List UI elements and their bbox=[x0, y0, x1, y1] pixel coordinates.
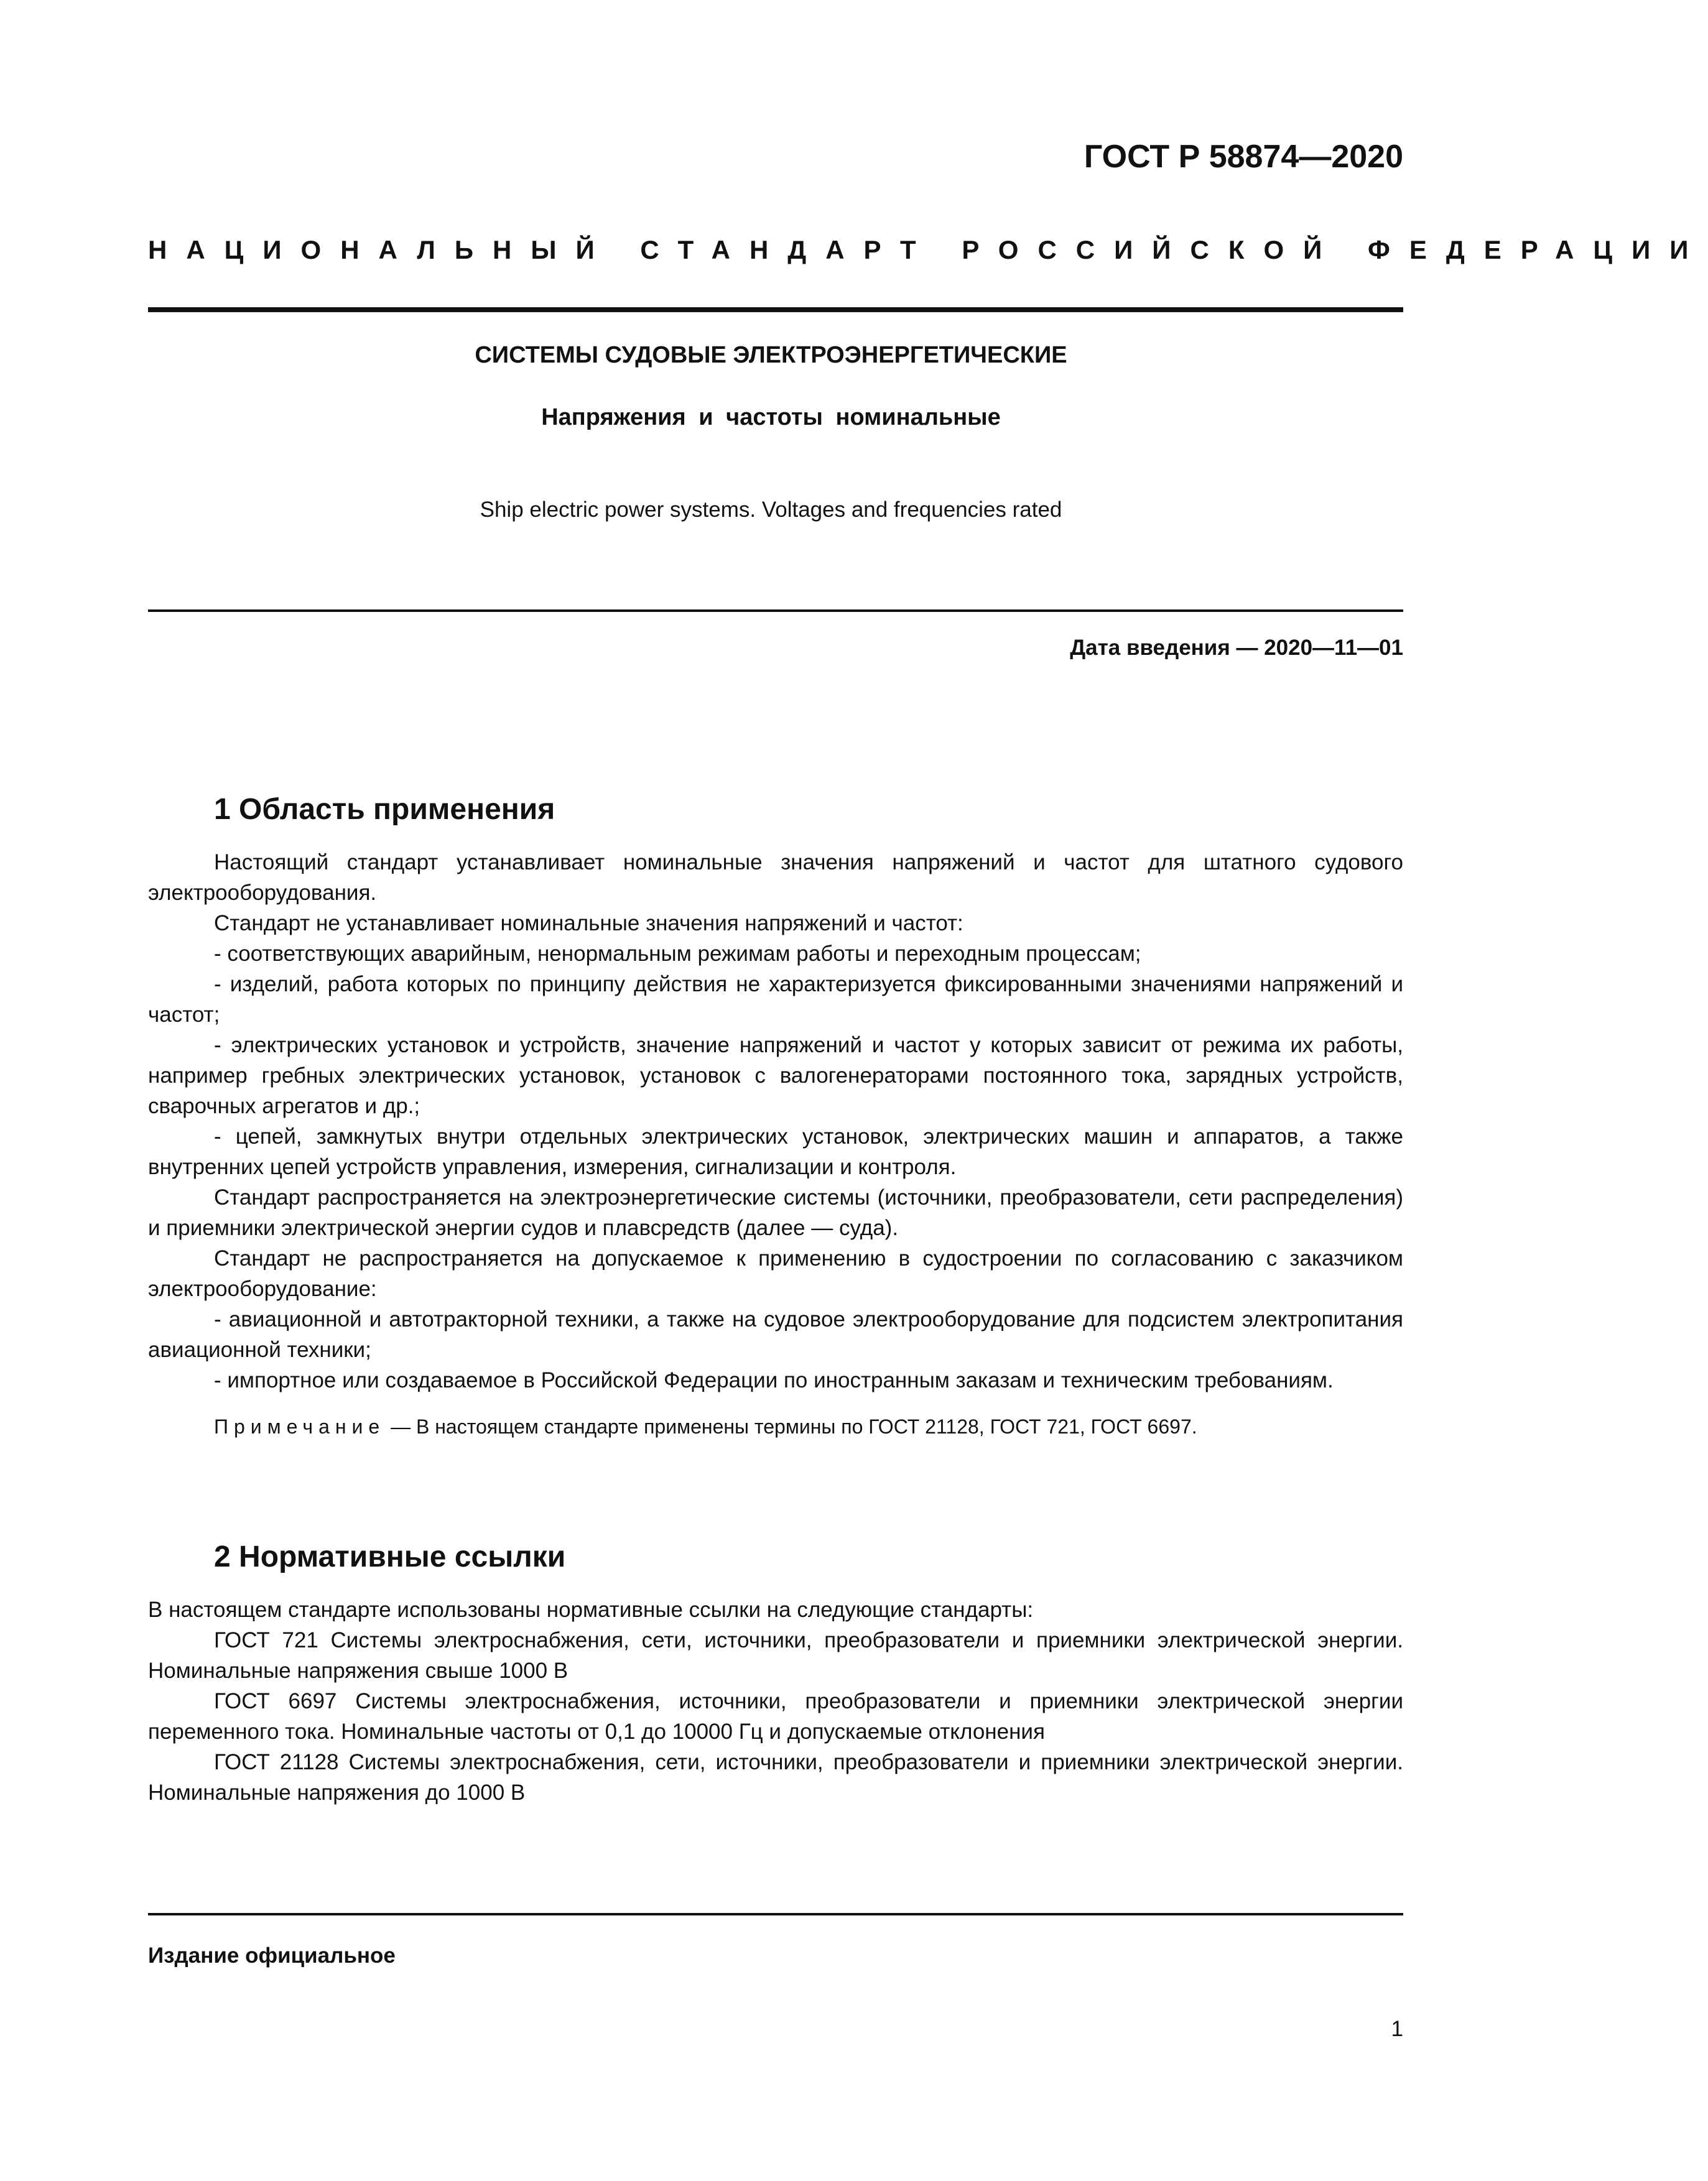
paragraph: Настоящий стандарт устанавливает номинальные значения напряжений и частот для штатного судового электрооборудования. bbox=[148, 850, 1403, 905]
paragraph: Стандарт не устанавливает номинальные значения напряжений и частот: bbox=[214, 911, 963, 935]
list-item: - цепей, замкнутых внутри отдельных электрических установок, электрических машин и аппаратов, а также внутренних цепей устройств управления, измерения, сигнализации и контроля. bbox=[148, 1124, 1403, 1179]
national-standard-banner: НАЦИОНАЛЬНЫЙ СТАНДАРТ РОССИЙСКОЙ ФЕДЕРАЦИИ bbox=[148, 235, 1708, 264]
section-scope bbox=[148, 791, 1403, 1442]
section-heading: 2 Нормативные ссылки bbox=[214, 1540, 566, 1573]
paragraph: Стандарт не распространяется на допускаемое к применению в судостроении по согласованию с заказчиком электрооборудование: bbox=[148, 1246, 1403, 1301]
section-heading: 1 Область применения bbox=[214, 793, 555, 826]
list-item: - изделий, работа которых по принципу действия не характеризуется фиксированными значениями напряжений и частот; bbox=[148, 972, 1403, 1027]
english-title: Ship electric power systems. Voltages and frequencies rated bbox=[480, 498, 1062, 522]
reference-item: ГОСТ 6697 Системы электроснабжения, источники, преобразователи и приемники электрической энергии переменного тока. Номинальные частоты от 0,1 до 10000 Гц и допускаемые отклонения bbox=[148, 1689, 1403, 1744]
list-item: - электрических установок и устройств, значение напряжений и частот у которых зависит от режима их работы, например гребных электрических установок, установок с валогенераторами постоянного тока, зарядных устройств, сварочных агрегатов и др.; bbox=[148, 1033, 1403, 1118]
gost-code: ГОСТ Р 58874—2020 bbox=[1084, 139, 1403, 175]
paragraph: В настоящем стандарте использованы нормативные ссылки на следующие стандарты: bbox=[148, 1598, 1034, 1622]
document-title: СИСТЕМЫ СУДОВЫЕ ЭЛЕКТРОЭНЕРГЕТИЧЕСКИЕ bbox=[475, 342, 1067, 368]
note bbox=[148, 1412, 1403, 1442]
document-subtitle: Напряжения и частоты номинальные bbox=[541, 404, 1001, 430]
note-label: Примечание bbox=[214, 1415, 386, 1438]
paragraph: Стандарт распространяется на электроэнергетические системы (источники, преобразователи, сети распределения) и приемники электрической энергии судов и плавсредств (далее — суда). bbox=[148, 1185, 1403, 1240]
list-item: - соответствующих аварийным, ненормальным режимам работы и переходным процессам; bbox=[214, 942, 1141, 966]
page-number: 1 bbox=[1391, 2017, 1403, 2041]
title-rule bbox=[148, 609, 1403, 612]
header-rule bbox=[148, 307, 1403, 312]
edition-label: Издание официальное bbox=[148, 1943, 396, 1968]
reference-item: ГОСТ 21128 Системы электроснабжения, сети, источники, преобразователи и приемники электрической энергии. Номинальные напряжения до 1000 В bbox=[148, 1750, 1403, 1805]
list-item: - импортное или создаваемое в Российской Федерации по иностранным заказам и техническим требованиям. bbox=[214, 1368, 1334, 1392]
reference-item: ГОСТ 721 Системы электроснабжения, сети, источники, преобразователи и приемники электрической энергии. Номинальные напряжения свыше 1000 В bbox=[148, 1628, 1403, 1683]
footer-rule bbox=[148, 1913, 1403, 1915]
section-references bbox=[148, 1539, 1403, 1808]
intro-date: Дата введения — 2020—11—01 bbox=[1070, 636, 1403, 660]
list-item: - авиационной и автотракторной техники, а также на судовое электрооборудование для подсистем электропитания авиационной техники; bbox=[148, 1307, 1403, 1362]
note-text: — В настоящем стандарте применены термины по ГОСТ 21128, ГОСТ 721, ГОСТ 6697. bbox=[385, 1415, 1197, 1438]
